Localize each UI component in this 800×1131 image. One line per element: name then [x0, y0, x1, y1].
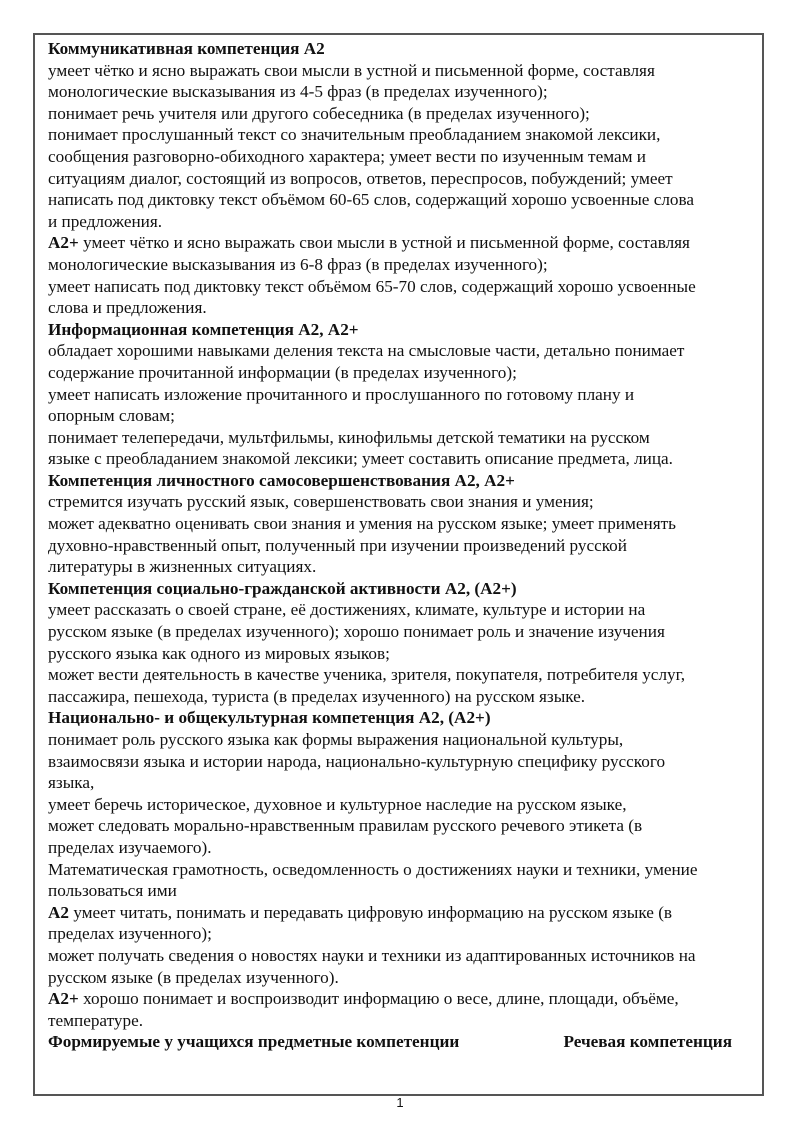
text-segment: Математическая грамотность, осведомленность о достижениях науки и техники, умение [48, 859, 698, 879]
text-line [48, 923, 764, 945]
bold-text: А2+ [48, 989, 79, 1009]
text-segment: пределах изученного); [48, 924, 212, 944]
text-segment: температуре. [48, 1010, 144, 1030]
text-segment: может получать сведения о новостях науки и техники из адаптированных источников на [48, 945, 696, 965]
text-segment: литературы в жизненных ситуациях. [48, 557, 317, 577]
text-line [48, 967, 764, 989]
text-segment: языка, [48, 773, 95, 793]
text-segment: содержание прочитанной информации (в пределах изученного); [48, 362, 517, 382]
text-segment: и предложения. [48, 211, 163, 231]
text-line [48, 945, 764, 967]
bold-text: А2+ [48, 233, 79, 253]
bold-text: Национально- и общекультурная компетенция А2, (А2+) [48, 708, 491, 728]
text-line [48, 664, 764, 686]
text-segment: монологические высказывания из 6-8 фраз (в пределах изученного); [48, 254, 548, 274]
text-line [48, 81, 764, 103]
text-line [48, 168, 764, 190]
text-segment: понимает прослушанный текст со значительным преобладанием знакомой лексики, [48, 125, 661, 145]
text-line [48, 599, 764, 621]
text-line [48, 621, 764, 643]
text-segment: взаимосвязи языка и истории народа, национально-культурную специфику русского [48, 751, 666, 771]
text-line [48, 362, 764, 384]
text-line [48, 686, 764, 708]
text-line [48, 578, 764, 600]
text-line [48, 340, 764, 362]
text-line [48, 513, 764, 535]
text-line [48, 384, 764, 406]
text-line [48, 211, 764, 233]
text-segment: написать под диктовку текст объёмом 60-65 слов, содержащий хорошо усвоенные слова [48, 190, 695, 210]
text-line [48, 1010, 764, 1032]
bold-text: Компетенция социально-гражданской активности А2, (А2+) [48, 578, 517, 598]
text-line [48, 146, 764, 168]
text-line [48, 837, 764, 859]
text-line [48, 319, 764, 341]
text-line [48, 902, 764, 924]
text-line [48, 448, 764, 470]
text-line [48, 859, 764, 881]
text-segment: пользоваться ими [48, 881, 177, 901]
text-segment: понимает роль русского языка как формы выражения национальной культуры, [48, 730, 624, 749]
bold-text: Коммуникативная компетенция А2 [48, 39, 325, 58]
text-line [48, 643, 764, 665]
document-body [48, 38, 764, 1053]
text-line [48, 556, 764, 578]
page-number: 1 [396, 1095, 404, 1110]
text-segment: умеет читать, понимать и передавать цифровую информацию на русском языке (в [69, 902, 673, 922]
subject-competencies-row [48, 1031, 732, 1053]
text-segment: духовно-нравственный опыт, полученный при изучении произведений русской [48, 535, 627, 555]
text-segment: обладает хорошими навыками деления текста на смысловые части, детально понимает [48, 341, 685, 361]
text-line [48, 751, 764, 773]
text-segment: монологические высказывания из 4-5 фраз (в пределах изученного); [48, 82, 548, 102]
text-segment: пассажира, пешехода, туриста (в пределах изученного) на русском языке. [48, 686, 586, 706]
text-line [48, 297, 764, 319]
text-line [48, 276, 764, 298]
text-segment: русского языка как одного из мировых языков; [48, 643, 390, 663]
text-segment: опорным словам; [48, 406, 175, 426]
text-line [48, 772, 764, 794]
text-lines [48, 38, 764, 1031]
text-line [48, 38, 764, 60]
text-segment: сообщения разговорно-обиходного характера; умеет вести по изученным темам и [48, 146, 646, 166]
text-segment: русском языке (в пределах изученного); хорошо понимает роль и значение изучения [48, 622, 665, 642]
text-segment: слова и предложения. [48, 298, 207, 318]
text-segment: умеет рассказать о своей стране, её достижениях, климате, культуре и истории на [48, 600, 646, 620]
text-line [48, 232, 764, 254]
text-segment: ситуациям диалог, состоящий из вопросов, ответов, переспросов, побуждений; умеет [48, 168, 673, 188]
text-segment: умеет написать изложение прочитанного и прослушанного по готовому плану и [48, 384, 635, 404]
text-segment: может вести деятельность в качестве ученика, зрителя, покупателя, потребителя услуг, [48, 665, 686, 685]
text-segment: языке с преобладанием знакомой лексики; умеет составить описание предмета, лица. [48, 449, 673, 469]
bold-text: Компетенция личностного самосовершенствования А2, А2+ [48, 470, 515, 490]
text-line [48, 254, 764, 276]
text-line [48, 880, 764, 902]
text-segment: русском языке (в пределах изученного). [48, 967, 339, 987]
subject-competencies-heading: Формируемые у учащихся предметные компетенции [48, 1032, 460, 1052]
text-segment: умеет чётко и ясно выражать свои мысли в устной и письменной форме, составляя [78, 233, 690, 253]
text-line [48, 189, 764, 211]
text-segment: хорошо понимает и воспроизводит информацию о весе, длине, площади, объёме, [78, 989, 679, 1009]
text-line [48, 491, 764, 513]
bold-text: А2 [48, 902, 70, 922]
bold-text: Информационная компетенция А2, А2+ [48, 319, 359, 339]
text-line [48, 103, 764, 125]
text-line [48, 470, 764, 492]
text-segment: понимает телепередачи, мультфильмы, кинофильмы детской тематики на русском [48, 427, 650, 447]
text-line [48, 729, 764, 751]
text-segment: умеет чётко и ясно выражать свои мысли в устной и письменной форме, составляя [48, 60, 655, 80]
text-line [48, 794, 764, 816]
text-line [48, 815, 764, 837]
text-line [48, 60, 764, 82]
text-segment: может адекватно оценивать свои знания и умения на русском языке; умеет применять [48, 514, 676, 534]
text-segment: может следовать морально-нравственным правилам русского речевого этикета (в [48, 816, 643, 836]
text-line [48, 988, 764, 1010]
text-segment: пределах изучаемого). [48, 837, 212, 857]
text-line [48, 427, 764, 449]
text-segment: стремится изучать русский язык, совершенствовать свои знания и умения; [48, 492, 594, 512]
text-line [48, 535, 764, 557]
text-line [48, 124, 764, 146]
text-line [48, 405, 764, 427]
text-line [48, 707, 764, 729]
text-segment: понимает речь учителя или другого собеседника (в пределах изученного); [48, 103, 590, 123]
text-segment: умеет беречь историческое, духовное и культурное наследие на русском языке, [48, 794, 627, 814]
speech-competence-heading: Речевая компетенция [563, 1032, 732, 1052]
text-segment: умеет написать под диктовку текст объёмом 65-70 слов, содержащий хорошо усвоенные [48, 276, 696, 296]
